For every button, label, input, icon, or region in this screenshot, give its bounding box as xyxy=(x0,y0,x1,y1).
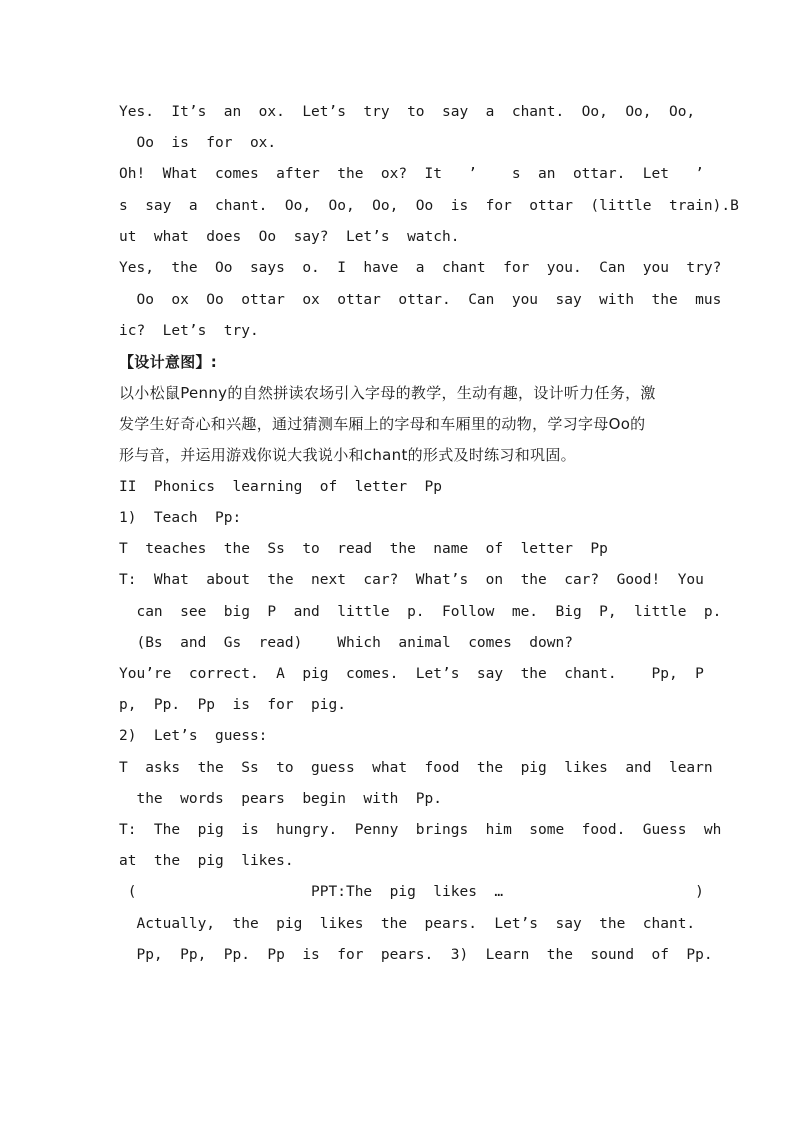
text-line: T teaches the Ss to read the name of letter Pp xyxy=(119,541,608,557)
text-line: Oo is for ox. xyxy=(119,135,277,151)
text-line: You’re correct. A pig comes. Let’s say the chant. Pp, P xyxy=(119,666,704,682)
text-line: ic? Let’s try. xyxy=(119,323,259,339)
text-line: 2) Let’s guess: xyxy=(119,728,268,744)
text-line: 1) Teach Pp: xyxy=(119,510,242,526)
text-line: 形与音，并运用游戏你说大我说小和chant的形式及时练习和巩固。 xyxy=(119,446,576,464)
text-line: ( PPT:The pig likes … ) xyxy=(119,884,704,900)
text-line: T: The pig is hungry. Penny brings him some food. Guess wh xyxy=(119,822,722,838)
text-line: 发学生好奇心和兴趣，通过猜测车厢上的字母和车厢里的动物，学习字母Oo的 xyxy=(119,415,646,433)
text-line: 以小松鼠Penny的自然拼读农场引入字母的教学，生动有趣，设计听力任务，激 xyxy=(119,384,656,402)
text-line: II Phonics learning of letter Pp xyxy=(119,479,443,495)
text-line: Pp, Pp, Pp. Pp is for pears. 3) Learn the sound of Pp. xyxy=(119,947,713,963)
text-line: (Bs and Gs read) Which animal comes down? xyxy=(119,635,573,651)
text-line: at the pig likes. xyxy=(119,853,294,869)
text-line: s say a chant. Oo, Oo, Oo, Oo is for ottar (little train).B xyxy=(119,198,739,214)
text-line: can see big P and little p. Follow me. Big P, little p. xyxy=(119,604,722,620)
text-line: ut what does Oo say? Let’s watch. xyxy=(119,229,460,245)
text-line: p, Pp. Pp is for pig. xyxy=(119,697,346,713)
text-line: the words pears begin with Pp. xyxy=(119,791,443,807)
text-line: Oo ox Oo ottar ox ottar ottar. Can you say with the mus xyxy=(119,292,722,308)
text-line: T: What about the next car? What’s on the car? Good! You xyxy=(119,572,704,588)
text-line: T asks the Ss to guess what food the pig likes and learn xyxy=(119,760,713,776)
text-line: Oh! What comes after the ox? It ’ s an ottar. Let ’ xyxy=(119,166,704,182)
text-line: Yes. It’s an ox. Let’s try to say a chant. Oo, Oo, Oo, xyxy=(119,104,696,120)
section-heading: 【设计意图】: xyxy=(119,353,218,371)
text-line: Yes, the Oo says o. I have a chant for you. Can you try? xyxy=(119,260,722,276)
text-line: Actually, the pig likes the pears. Let’s say the chant. xyxy=(119,916,696,932)
